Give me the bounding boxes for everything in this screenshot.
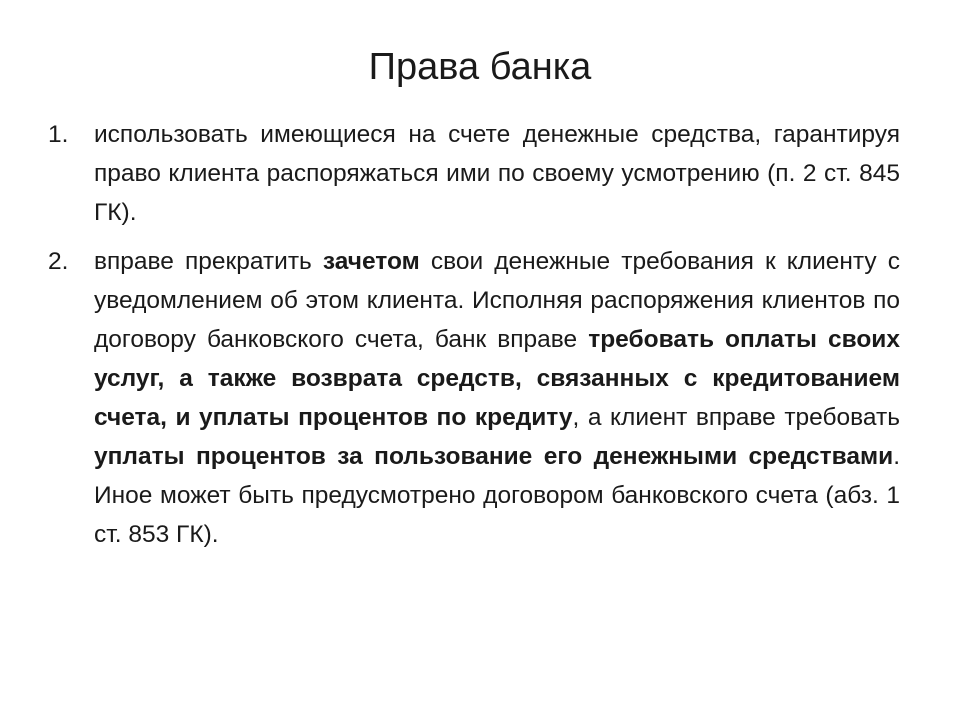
list-item-2 [48,242,900,554]
item-text [94,121,900,226]
rights-list [48,115,900,564]
bold-term-offset: зачетом [322,248,420,275]
item-text [94,248,900,548]
item-number: 1. [48,121,69,148]
text-run: , а клиент вправе требовать [572,404,900,431]
list-item-1 [48,115,900,232]
slide-title: Права банка [368,46,592,88]
item-number: 2. [48,248,69,275]
text-run: свои денежные требования к клиенту с уведомлением об этом клиента. Исполняя распоряжения клиентов по договору банковского счета, банк вправе [94,248,901,353]
text-run: вправе прекратить [94,248,323,275]
bold-term-bank-claims: требовать оплаты своих услуг, а также возврата средств, связанных с кредитованием счета, и уплаты процентов по кредиту [94,326,900,431]
text-run: . Иное может быть предусмотрено договором банковского счета (абз. 1 ст. 853 ГК). [94,443,900,548]
text-run: использовать имеющиеся на счете денежные средства, гарантируя право клиента распоряжаться ими по своему усмотрению (п. 2 ст. 845 ГК). [94,121,900,226]
bold-term-client-interest: уплаты процентов за пользование его денежными средствами [94,443,894,470]
